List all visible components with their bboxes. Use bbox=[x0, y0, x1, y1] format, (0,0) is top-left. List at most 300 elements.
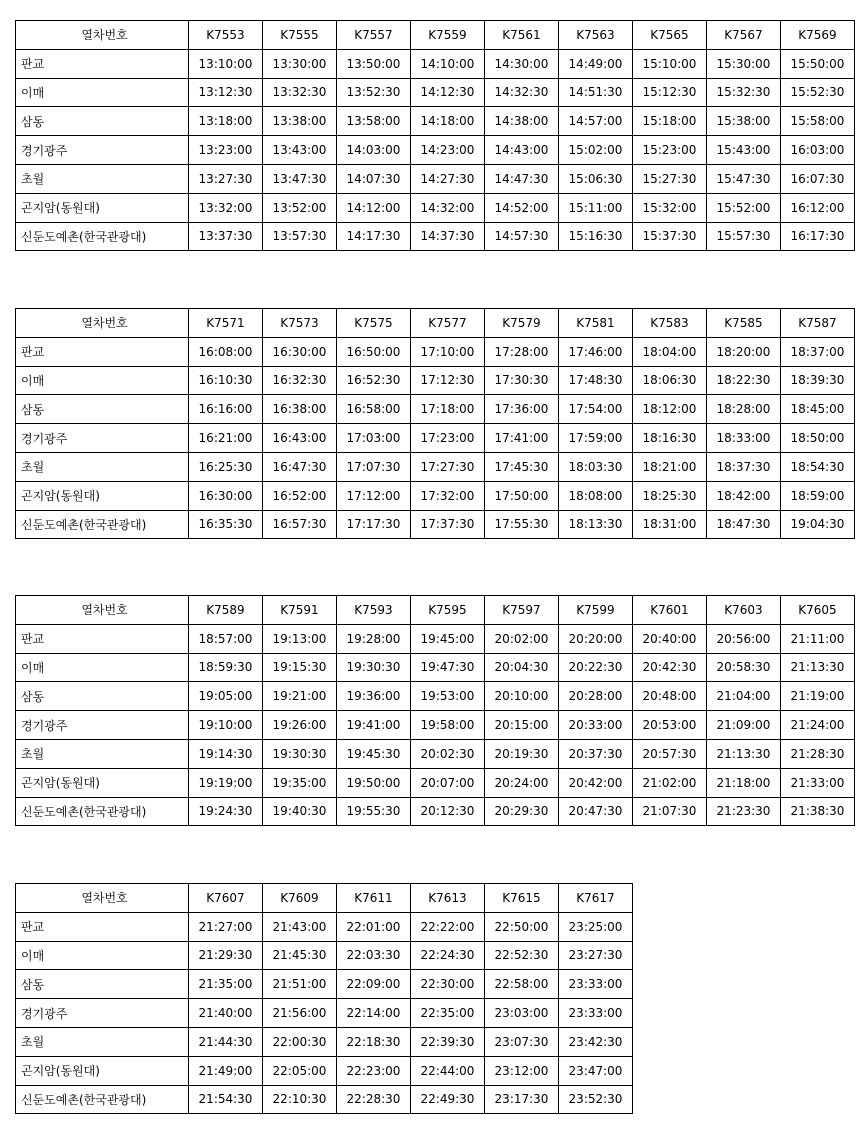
departure-time: 21:45:30 bbox=[263, 941, 337, 970]
departure-time: 19:14:30 bbox=[189, 739, 263, 768]
departure-time: 23:27:30 bbox=[559, 941, 633, 970]
departure-time: 19:30:30 bbox=[263, 739, 337, 768]
departure-time: 15:18:00 bbox=[633, 107, 707, 136]
departure-time: 22:50:00 bbox=[485, 912, 559, 941]
departure-time: 21:54:30 bbox=[189, 1085, 263, 1114]
train-number: K7611 bbox=[337, 884, 411, 913]
departure-time: 13:27:30 bbox=[189, 164, 263, 193]
train-number: K7585 bbox=[707, 309, 781, 338]
departure-time: 15:32:00 bbox=[633, 193, 707, 222]
departure-time: 14:38:00 bbox=[485, 107, 559, 136]
departure-time: 15:38:00 bbox=[707, 107, 781, 136]
departure-time: 21:43:00 bbox=[263, 912, 337, 941]
departure-time: 20:22:30 bbox=[559, 653, 633, 682]
departure-time: 18:54:30 bbox=[781, 452, 855, 481]
departure-time: 15:52:00 bbox=[707, 193, 781, 222]
departure-time: 15:30:00 bbox=[707, 49, 781, 78]
departure-time: 21:51:00 bbox=[263, 970, 337, 999]
departure-time: 16:03:00 bbox=[781, 136, 855, 165]
departure-time: 13:52:00 bbox=[263, 193, 337, 222]
departure-time: 15:02:00 bbox=[559, 136, 633, 165]
departure-time: 17:37:30 bbox=[411, 510, 485, 539]
station-name: 곤지암(동원대) bbox=[16, 1056, 189, 1085]
departure-time: 15:58:00 bbox=[781, 107, 855, 136]
station-name: 초월 bbox=[16, 164, 189, 193]
table-row bbox=[16, 1056, 633, 1085]
departure-time: 22:14:00 bbox=[337, 999, 411, 1028]
departure-time: 22:30:00 bbox=[411, 970, 485, 999]
train-number: K7553 bbox=[189, 21, 263, 50]
train-number-header: 열차번호 bbox=[16, 309, 189, 338]
departure-time: 17:32:00 bbox=[411, 481, 485, 510]
departure-time: 20:42:00 bbox=[559, 768, 633, 797]
departure-time: 17:27:30 bbox=[411, 452, 485, 481]
train-number: K7561 bbox=[485, 21, 559, 50]
departure-time: 20:20:00 bbox=[559, 624, 633, 653]
departure-time: 23:52:30 bbox=[559, 1085, 633, 1114]
station-name: 신둔도예촌(한국관광대) bbox=[16, 510, 189, 539]
departure-time: 23:03:00 bbox=[485, 999, 559, 1028]
table-row bbox=[16, 49, 855, 78]
departure-time: 17:45:30 bbox=[485, 452, 559, 481]
departure-time: 16:17:30 bbox=[781, 222, 855, 251]
departure-time: 18:12:00 bbox=[633, 395, 707, 424]
departure-time: 17:03:00 bbox=[337, 424, 411, 453]
departure-time: 14:51:30 bbox=[559, 78, 633, 107]
departure-time: 21:19:00 bbox=[781, 682, 855, 711]
station-name: 이매 bbox=[16, 366, 189, 395]
departure-time: 21:07:30 bbox=[633, 797, 707, 826]
departure-time: 19:58:00 bbox=[411, 711, 485, 740]
header-row bbox=[16, 596, 855, 625]
departure-time: 19:53:00 bbox=[411, 682, 485, 711]
station-name: 경기광주 bbox=[16, 999, 189, 1028]
train-number: K7559 bbox=[411, 21, 485, 50]
departure-time: 22:39:30 bbox=[411, 1027, 485, 1056]
station-name: 초월 bbox=[16, 452, 189, 481]
departure-time: 15:23:00 bbox=[633, 136, 707, 165]
departure-time: 16:12:00 bbox=[781, 193, 855, 222]
table-row bbox=[16, 395, 855, 424]
table-row bbox=[16, 1027, 633, 1056]
departure-time: 18:08:00 bbox=[559, 481, 633, 510]
departure-time: 22:09:00 bbox=[337, 970, 411, 999]
departure-time: 21:02:00 bbox=[633, 768, 707, 797]
departure-time: 17:55:30 bbox=[485, 510, 559, 539]
departure-time: 20:40:00 bbox=[633, 624, 707, 653]
departure-time: 18:28:00 bbox=[707, 395, 781, 424]
departure-time: 22:00:30 bbox=[263, 1027, 337, 1056]
departure-time: 14:47:30 bbox=[485, 164, 559, 193]
departure-time: 13:47:30 bbox=[263, 164, 337, 193]
departure-time: 16:58:00 bbox=[337, 395, 411, 424]
train-number: K7557 bbox=[337, 21, 411, 50]
departure-time: 13:32:30 bbox=[263, 78, 337, 107]
departure-time: 17:54:00 bbox=[559, 395, 633, 424]
departure-time: 17:17:30 bbox=[337, 510, 411, 539]
departure-time: 15:16:30 bbox=[559, 222, 633, 251]
departure-time: 17:12:00 bbox=[337, 481, 411, 510]
departure-time: 14:27:30 bbox=[411, 164, 485, 193]
departure-time: 20:04:30 bbox=[485, 653, 559, 682]
departure-time: 21:33:00 bbox=[781, 768, 855, 797]
table-row bbox=[16, 337, 855, 366]
departure-time: 21:35:00 bbox=[189, 970, 263, 999]
station-name: 신둔도예촌(한국관광대) bbox=[16, 797, 189, 826]
station-name: 경기광주 bbox=[16, 711, 189, 740]
train-number: K7583 bbox=[633, 309, 707, 338]
header-row bbox=[16, 309, 855, 338]
departure-time: 17:46:00 bbox=[559, 337, 633, 366]
departure-time: 20:47:30 bbox=[559, 797, 633, 826]
departure-time: 17:12:30 bbox=[411, 366, 485, 395]
table-row bbox=[16, 912, 633, 941]
departure-time: 18:25:30 bbox=[633, 481, 707, 510]
station-name: 곤지암(동원대) bbox=[16, 193, 189, 222]
train-number: K7595 bbox=[411, 596, 485, 625]
train-number-header: 열차번호 bbox=[16, 884, 189, 913]
table-row bbox=[16, 193, 855, 222]
departure-time: 20:42:30 bbox=[633, 653, 707, 682]
train-number: K7591 bbox=[263, 596, 337, 625]
departure-time: 15:47:30 bbox=[707, 164, 781, 193]
departure-time: 22:49:30 bbox=[411, 1085, 485, 1114]
train-number: K7573 bbox=[263, 309, 337, 338]
departure-time: 23:07:30 bbox=[485, 1027, 559, 1056]
departure-time: 18:59:00 bbox=[781, 481, 855, 510]
departure-time: 14:32:30 bbox=[485, 78, 559, 107]
departure-time: 18:03:30 bbox=[559, 452, 633, 481]
train-number: K7565 bbox=[633, 21, 707, 50]
departure-time: 19:13:00 bbox=[263, 624, 337, 653]
train-number: K7571 bbox=[189, 309, 263, 338]
departure-time: 18:45:00 bbox=[781, 395, 855, 424]
departure-time: 18:06:30 bbox=[633, 366, 707, 395]
departure-time: 15:10:00 bbox=[633, 49, 707, 78]
departure-time: 13:18:00 bbox=[189, 107, 263, 136]
departure-time: 18:33:00 bbox=[707, 424, 781, 453]
station-name: 판교 bbox=[16, 49, 189, 78]
departure-time: 17:10:00 bbox=[411, 337, 485, 366]
table-row bbox=[16, 941, 633, 970]
departure-time: 15:32:30 bbox=[707, 78, 781, 107]
departure-time: 19:50:00 bbox=[337, 768, 411, 797]
timetable-1 bbox=[15, 20, 855, 251]
station-name: 판교 bbox=[16, 912, 189, 941]
station-name: 신둔도예촌(한국관광대) bbox=[16, 1085, 189, 1114]
departure-time: 13:57:30 bbox=[263, 222, 337, 251]
train-number: K7603 bbox=[707, 596, 781, 625]
departure-time: 20:10:00 bbox=[485, 682, 559, 711]
departure-time: 18:42:00 bbox=[707, 481, 781, 510]
departure-time: 20:12:30 bbox=[411, 797, 485, 826]
departure-time: 20:07:00 bbox=[411, 768, 485, 797]
departure-time: 19:10:00 bbox=[189, 711, 263, 740]
station-name: 삼동 bbox=[16, 970, 189, 999]
departure-time: 21:40:00 bbox=[189, 999, 263, 1028]
departure-time: 21:09:00 bbox=[707, 711, 781, 740]
departure-time: 20:15:00 bbox=[485, 711, 559, 740]
departure-time: 18:37:00 bbox=[781, 337, 855, 366]
departure-time: 23:12:00 bbox=[485, 1056, 559, 1085]
departure-time: 19:30:30 bbox=[337, 653, 411, 682]
departure-time: 19:28:00 bbox=[337, 624, 411, 653]
departure-time: 22:01:00 bbox=[337, 912, 411, 941]
table-row bbox=[16, 222, 855, 251]
train-number: K7589 bbox=[189, 596, 263, 625]
departure-time: 20:56:00 bbox=[707, 624, 781, 653]
departure-time: 23:47:00 bbox=[559, 1056, 633, 1085]
departure-time: 19:47:30 bbox=[411, 653, 485, 682]
table-row bbox=[16, 452, 855, 481]
departure-time: 16:57:30 bbox=[263, 510, 337, 539]
departure-time: 16:43:00 bbox=[263, 424, 337, 453]
departure-time: 23:33:00 bbox=[559, 999, 633, 1028]
departure-time: 14:18:00 bbox=[411, 107, 485, 136]
departure-time: 18:13:30 bbox=[559, 510, 633, 539]
departure-time: 20:48:00 bbox=[633, 682, 707, 711]
departure-time: 18:21:00 bbox=[633, 452, 707, 481]
departure-time: 17:30:30 bbox=[485, 366, 559, 395]
departure-time: 18:37:30 bbox=[707, 452, 781, 481]
table-row bbox=[16, 999, 633, 1028]
train-number: K7575 bbox=[337, 309, 411, 338]
departure-time: 22:10:30 bbox=[263, 1085, 337, 1114]
departure-time: 13:10:00 bbox=[189, 49, 263, 78]
departure-time: 14:03:00 bbox=[337, 136, 411, 165]
station-name: 신둔도예촌(한국관광대) bbox=[16, 222, 189, 251]
departure-time: 13:37:30 bbox=[189, 222, 263, 251]
station-name: 이매 bbox=[16, 78, 189, 107]
timetable-2 bbox=[15, 308, 855, 539]
train-number-header: 열차번호 bbox=[16, 596, 189, 625]
departure-time: 18:57:00 bbox=[189, 624, 263, 653]
departure-time: 15:52:30 bbox=[781, 78, 855, 107]
departure-time: 18:39:30 bbox=[781, 366, 855, 395]
departure-time: 20:28:00 bbox=[559, 682, 633, 711]
departure-time: 21:27:00 bbox=[189, 912, 263, 941]
departure-time: 23:17:30 bbox=[485, 1085, 559, 1114]
station-name: 경기광주 bbox=[16, 136, 189, 165]
timetable-3 bbox=[15, 595, 855, 826]
departure-time: 21:56:00 bbox=[263, 999, 337, 1028]
departure-time: 20:02:00 bbox=[485, 624, 559, 653]
departure-time: 19:26:00 bbox=[263, 711, 337, 740]
departure-time: 18:22:30 bbox=[707, 366, 781, 395]
departure-time: 15:11:00 bbox=[559, 193, 633, 222]
header-row bbox=[16, 884, 633, 913]
departure-time: 14:49:00 bbox=[559, 49, 633, 78]
departure-time: 16:35:30 bbox=[189, 510, 263, 539]
departure-time: 13:32:00 bbox=[189, 193, 263, 222]
departure-time: 23:25:00 bbox=[559, 912, 633, 941]
departure-time: 19:24:30 bbox=[189, 797, 263, 826]
departure-time: 14:57:30 bbox=[485, 222, 559, 251]
departure-time: 21:28:30 bbox=[781, 739, 855, 768]
departure-time: 21:49:00 bbox=[189, 1056, 263, 1085]
departure-time: 16:47:30 bbox=[263, 452, 337, 481]
departure-time: 19:40:30 bbox=[263, 797, 337, 826]
station-name: 곤지암(동원대) bbox=[16, 768, 189, 797]
departure-time: 13:23:00 bbox=[189, 136, 263, 165]
departure-time: 17:48:30 bbox=[559, 366, 633, 395]
train-number: K7617 bbox=[559, 884, 633, 913]
train-number: K7615 bbox=[485, 884, 559, 913]
departure-time: 18:50:00 bbox=[781, 424, 855, 453]
departure-time: 14:30:00 bbox=[485, 49, 559, 78]
departure-time: 21:29:30 bbox=[189, 941, 263, 970]
train-number: K7605 bbox=[781, 596, 855, 625]
departure-time: 14:12:00 bbox=[337, 193, 411, 222]
table-row bbox=[16, 510, 855, 539]
departure-time: 18:04:00 bbox=[633, 337, 707, 366]
departure-time: 13:12:30 bbox=[189, 78, 263, 107]
departure-time: 14:12:30 bbox=[411, 78, 485, 107]
departure-time: 17:36:00 bbox=[485, 395, 559, 424]
departure-time: 20:29:30 bbox=[485, 797, 559, 826]
train-number: K7587 bbox=[781, 309, 855, 338]
departure-time: 16:10:30 bbox=[189, 366, 263, 395]
departure-time: 13:30:00 bbox=[263, 49, 337, 78]
station-name: 삼동 bbox=[16, 107, 189, 136]
table-row bbox=[16, 1085, 633, 1114]
station-name: 경기광주 bbox=[16, 424, 189, 453]
departure-time: 19:21:00 bbox=[263, 682, 337, 711]
table-row bbox=[16, 107, 855, 136]
departure-time: 16:30:00 bbox=[189, 481, 263, 510]
departure-time: 13:58:00 bbox=[337, 107, 411, 136]
departure-time: 19:36:00 bbox=[337, 682, 411, 711]
train-number: K7577 bbox=[411, 309, 485, 338]
departure-time: 17:07:30 bbox=[337, 452, 411, 481]
departure-time: 17:23:00 bbox=[411, 424, 485, 453]
table-row bbox=[16, 682, 855, 711]
departure-time: 16:30:00 bbox=[263, 337, 337, 366]
train-number: K7569 bbox=[781, 21, 855, 50]
station-name: 이매 bbox=[16, 653, 189, 682]
departure-time: 18:16:30 bbox=[633, 424, 707, 453]
station-name: 초월 bbox=[16, 739, 189, 768]
table-row bbox=[16, 653, 855, 682]
departure-time: 20:02:30 bbox=[411, 739, 485, 768]
table-row bbox=[16, 768, 855, 797]
departure-time: 16:52:00 bbox=[263, 481, 337, 510]
departure-time: 14:57:00 bbox=[559, 107, 633, 136]
departure-time: 20:57:30 bbox=[633, 739, 707, 768]
timetable-4 bbox=[15, 883, 633, 1114]
table-row bbox=[16, 424, 855, 453]
departure-time: 19:41:00 bbox=[337, 711, 411, 740]
departure-time: 16:16:00 bbox=[189, 395, 263, 424]
departure-time: 22:58:00 bbox=[485, 970, 559, 999]
departure-time: 19:05:00 bbox=[189, 682, 263, 711]
table-row bbox=[16, 136, 855, 165]
departure-time: 20:19:30 bbox=[485, 739, 559, 768]
train-number: K7593 bbox=[337, 596, 411, 625]
departure-time: 19:45:30 bbox=[337, 739, 411, 768]
train-number: K7599 bbox=[559, 596, 633, 625]
departure-time: 16:38:00 bbox=[263, 395, 337, 424]
departure-time: 14:52:00 bbox=[485, 193, 559, 222]
departure-time: 21:38:30 bbox=[781, 797, 855, 826]
departure-time: 14:07:30 bbox=[337, 164, 411, 193]
departure-time: 15:12:30 bbox=[633, 78, 707, 107]
departure-time: 18:20:00 bbox=[707, 337, 781, 366]
table-row bbox=[16, 739, 855, 768]
departure-time: 21:24:00 bbox=[781, 711, 855, 740]
departure-time: 16:21:00 bbox=[189, 424, 263, 453]
departure-time: 14:10:00 bbox=[411, 49, 485, 78]
departure-time: 14:37:30 bbox=[411, 222, 485, 251]
departure-time: 22:24:30 bbox=[411, 941, 485, 970]
train-number: K7601 bbox=[633, 596, 707, 625]
departure-time: 21:11:00 bbox=[781, 624, 855, 653]
station-name: 초월 bbox=[16, 1027, 189, 1056]
train-number-header: 열차번호 bbox=[16, 21, 189, 50]
train-number: K7567 bbox=[707, 21, 781, 50]
train-number: K7555 bbox=[263, 21, 337, 50]
departure-time: 18:47:30 bbox=[707, 510, 781, 539]
departure-time: 13:52:30 bbox=[337, 78, 411, 107]
departure-time: 20:53:00 bbox=[633, 711, 707, 740]
train-number: K7581 bbox=[559, 309, 633, 338]
departure-time: 22:52:30 bbox=[485, 941, 559, 970]
departure-time: 13:50:00 bbox=[337, 49, 411, 78]
departure-time: 22:23:00 bbox=[337, 1056, 411, 1085]
departure-time: 15:50:00 bbox=[781, 49, 855, 78]
departure-time: 21:44:30 bbox=[189, 1027, 263, 1056]
departure-time: 16:52:30 bbox=[337, 366, 411, 395]
station-name: 곤지암(동원대) bbox=[16, 481, 189, 510]
departure-time: 23:33:00 bbox=[559, 970, 633, 999]
departure-time: 21:13:30 bbox=[707, 739, 781, 768]
departure-time: 22:18:30 bbox=[337, 1027, 411, 1056]
train-number: K7613 bbox=[411, 884, 485, 913]
departure-time: 19:35:00 bbox=[263, 768, 337, 797]
departure-time: 17:41:00 bbox=[485, 424, 559, 453]
departure-time: 15:57:30 bbox=[707, 222, 781, 251]
station-name: 판교 bbox=[16, 337, 189, 366]
departure-time: 22:28:30 bbox=[337, 1085, 411, 1114]
station-name: 이매 bbox=[16, 941, 189, 970]
departure-time: 22:35:00 bbox=[411, 999, 485, 1028]
departure-time: 16:50:00 bbox=[337, 337, 411, 366]
table-row bbox=[16, 624, 855, 653]
departure-time: 19:04:30 bbox=[781, 510, 855, 539]
departure-time: 16:32:30 bbox=[263, 366, 337, 395]
train-number: K7607 bbox=[189, 884, 263, 913]
station-name: 삼동 bbox=[16, 682, 189, 711]
departure-time: 18:59:30 bbox=[189, 653, 263, 682]
departure-time: 23:42:30 bbox=[559, 1027, 633, 1056]
departure-time: 19:15:30 bbox=[263, 653, 337, 682]
departure-time: 16:25:30 bbox=[189, 452, 263, 481]
header-row bbox=[16, 21, 855, 50]
departure-time: 14:43:00 bbox=[485, 136, 559, 165]
departure-time: 17:50:00 bbox=[485, 481, 559, 510]
departure-time: 19:55:30 bbox=[337, 797, 411, 826]
departure-time: 14:17:30 bbox=[337, 222, 411, 251]
train-number: K7609 bbox=[263, 884, 337, 913]
departure-time: 19:19:00 bbox=[189, 768, 263, 797]
departure-time: 13:38:00 bbox=[263, 107, 337, 136]
table-row bbox=[16, 970, 633, 999]
table-row bbox=[16, 164, 855, 193]
departure-time: 21:23:30 bbox=[707, 797, 781, 826]
departure-time: 22:03:30 bbox=[337, 941, 411, 970]
departure-time: 13:43:00 bbox=[263, 136, 337, 165]
departure-time: 22:44:00 bbox=[411, 1056, 485, 1085]
